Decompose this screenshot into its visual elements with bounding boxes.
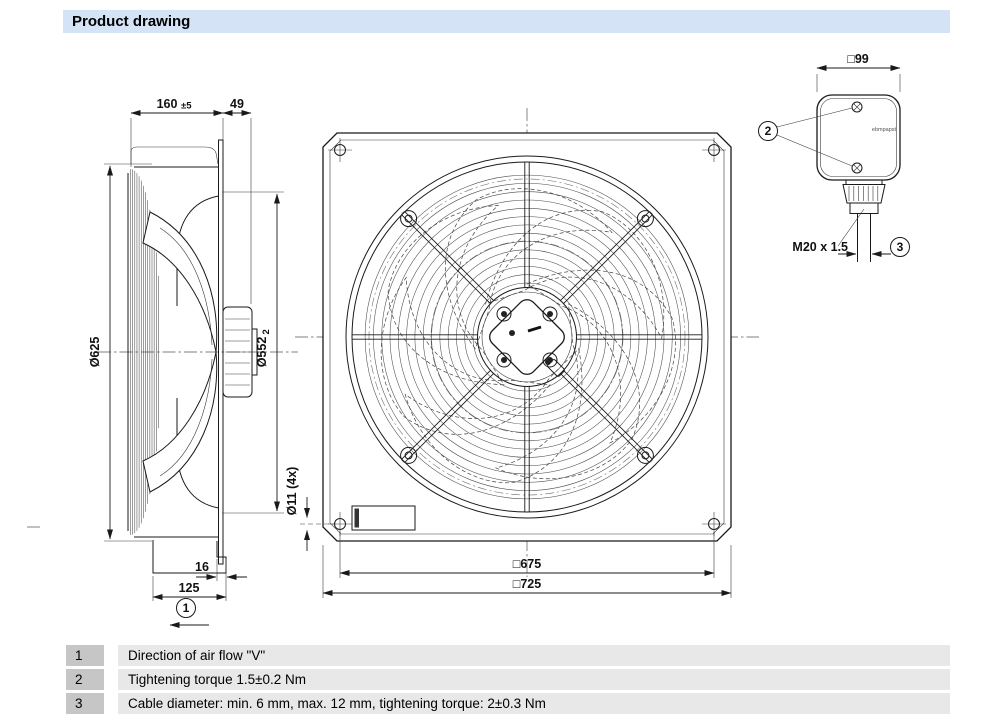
callout-3-number: 3 (896, 240, 904, 254)
mounting-foot (153, 540, 226, 573)
dim-inner-square-label: □675 (512, 557, 542, 571)
gland-body (850, 203, 878, 214)
motor-ribs (225, 319, 250, 385)
dim-impeller-dia-label: Ø552 (255, 336, 269, 368)
gland-nut-hatch (849, 186, 878, 201)
nameplate-logo-strip (355, 509, 360, 528)
dim-foot-label: 125 (178, 581, 200, 595)
dim-outer-square-label: □725 (512, 577, 542, 591)
legend-row-text: Direction of air flow "V" (118, 645, 950, 666)
terminal-box-detail (759, 52, 910, 262)
callout-1-number: 1 (182, 601, 190, 615)
terminal-box (817, 95, 900, 180)
dim-box-width-label: □99 (847, 52, 869, 66)
side-view (88, 97, 298, 625)
gland-flange (846, 180, 882, 185)
dim-outer-dia-label: Ø625 (88, 336, 102, 368)
hub-pin (509, 330, 515, 336)
front-view (285, 108, 759, 598)
callout-2-number: 2 (764, 124, 772, 138)
dim-motor-depth-label: 49 (230, 97, 244, 111)
legend-row-text: Cable diameter: min. 6 mm, max. 12 mm, tightening torque: 2±0.3 Nm (118, 693, 950, 714)
dim-impeller-dia-tolerance: 2 (261, 329, 272, 335)
gland-thread-label: M20 x 1.5 (792, 240, 848, 254)
dim-depth-label: 160 (156, 97, 178, 111)
dim-depth-tolerance: ±5 (181, 100, 192, 112)
legend-row-number: 2 (66, 669, 104, 690)
legend-row-text: Tightening torque 1.5±0.2 Nm (118, 669, 950, 690)
brand-logo: ebmpapst (871, 127, 897, 133)
legend-row-number: 1 (66, 645, 104, 666)
dim-step-label: 16 (195, 560, 209, 574)
legend-row-number: 3 (66, 693, 104, 714)
dim-hole-label: Ø11 (4x) (285, 466, 299, 516)
page-title: Product drawing (63, 10, 950, 33)
